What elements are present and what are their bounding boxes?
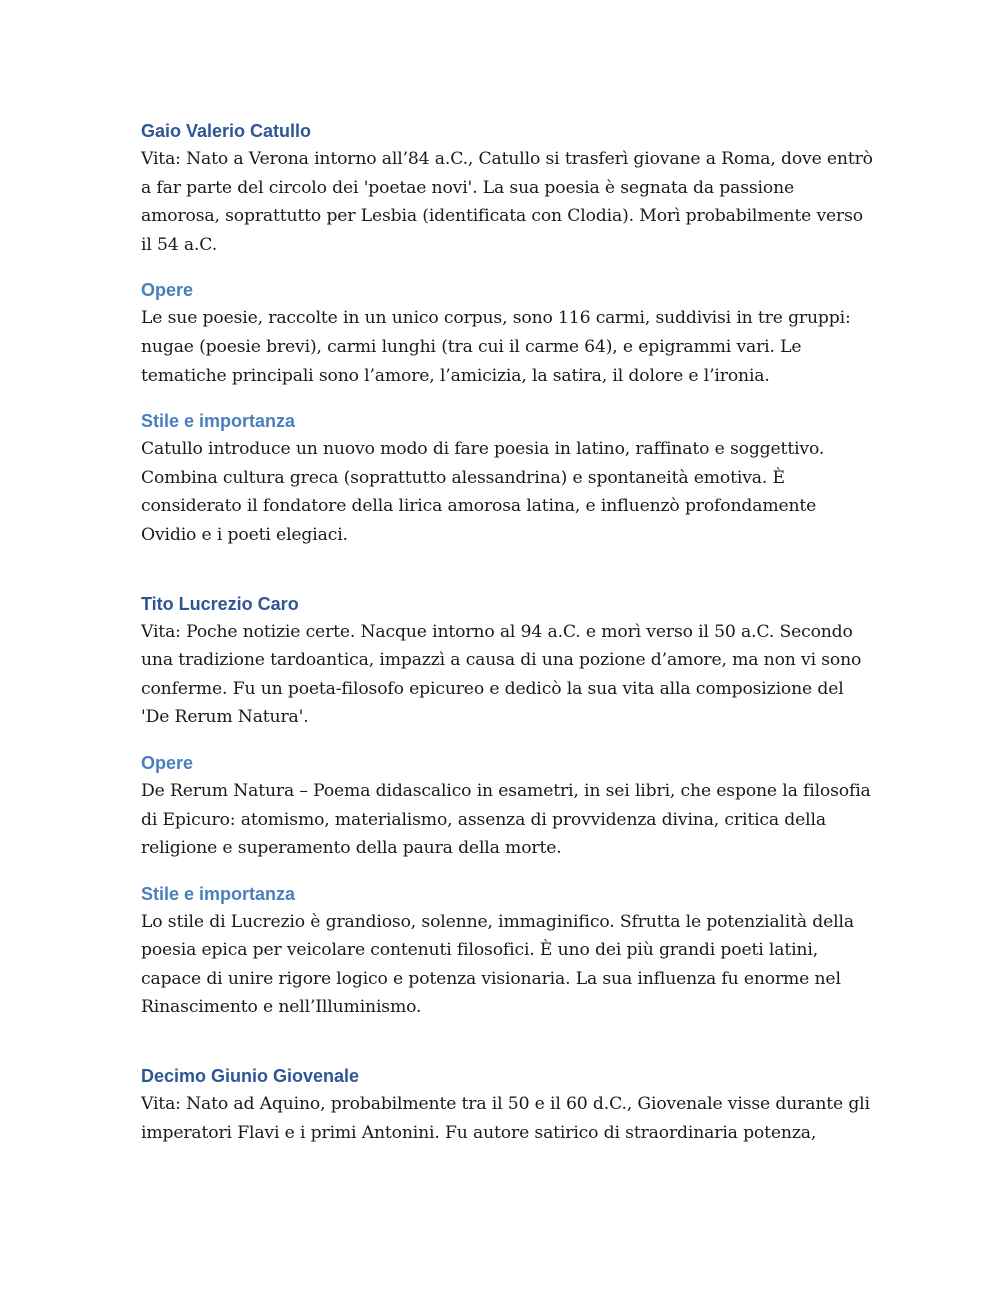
document-page (141, 117, 903, 1147)
text-line: Vita: Poche notizie certe. Nacque intorno al 94 a.C. e morì verso il 50 a.C. Secondo (141, 621, 853, 642)
text-line: considerato il fondatore della lirica amorosa latina, e influenzò profondamente (141, 496, 817, 517)
section-title-opere: Opere (141, 280, 194, 301)
paragraph-opere-lucrezio (141, 777, 903, 863)
text-line: Rinascimento e nell’Illuminismo. (141, 997, 422, 1018)
paragraph-vita-giovenale (141, 1090, 903, 1147)
text-line: di Epicuro: atomismo, materialismo, assenza di provvidenza divina, critica della (141, 809, 826, 830)
text-line: capace di unire rigore logico e potenza visionaria. La sua influenza fu enorme nel (141, 968, 841, 989)
spacer (141, 390, 903, 407)
text-line: Vita: Nato a Verona intorno all’84 a.C., Catullo si trasferì giovane a Roma, dove entrò (141, 149, 873, 169)
section-title-opere: Opere (141, 752, 194, 773)
spacer (141, 259, 903, 276)
text-line: nugae (poesie brevi), carmi lunghi (tra cui il carme 64), e epigrammi vari. Le (141, 336, 802, 357)
author-title-catullo: Gaio Valerio Catullo (141, 121, 312, 141)
spacer (141, 1022, 903, 1062)
text-line: Catullo introduce un nuovo modo di fare poesia in latino, raffinato e soggettivo. (141, 439, 825, 460)
section-title-stile: Stile e importanza (141, 883, 296, 904)
text-line: religione e superamento della paura della morte. (141, 838, 562, 859)
paragraph-vita-catullo (141, 145, 903, 259)
text-line: De Rerum Natura – Poema didascalico in esametri, in sei libri, che espone la filosofia (141, 780, 871, 801)
text-line: il 54 a.C. (141, 234, 218, 255)
text-line: tematiche principali sono l’amore, l’amicizia, la satira, il dolore e l’ironia. (141, 365, 770, 386)
paragraph-stile-lucrezio (141, 908, 903, 1022)
text-line: Combina cultura greca (soprattutto alessandrina) e spontaneità emotiva. È (141, 467, 785, 488)
text-line: imperatori Flavi e i primi Antonini. Fu autore satirico di straordinaria potenza, (141, 1122, 817, 1143)
text-line: Lo stile di Lucrezio è grandioso, solenne, immaginifico. Sfrutta le potenzialità della (141, 911, 854, 932)
text-line: una tradizione tardoantica, impazzì a causa di una pozione d’amore, ma non vi sono (141, 650, 862, 671)
text-line: amorosa, soprattutto per Lesbia (identificata con Clodia). Morì probabilmente verso (141, 206, 863, 227)
text-line: 'De Rerum Natura'. (141, 707, 309, 728)
text-line: a far parte del circolo dei 'poetae novi'. La sua poesia è segnata da passione (141, 177, 795, 198)
spacer (141, 550, 903, 590)
text-line: Le sue poesie, raccolte in un unico corpus, sono 116 carmi, suddivisi in tre gruppi: (141, 308, 851, 329)
section-title-stile: Stile e importanza (141, 411, 296, 432)
paragraph-vita-lucrezio (141, 618, 903, 732)
text-line: Vita: Nato ad Aquino, probabilmente tra il 50 e il 60 d.C., Giovenale visse durante gli (141, 1094, 870, 1115)
text-line: conferme. Fu un poeta-filosofo epicureo e dedicò la sua vita alla composizione del (141, 678, 844, 699)
paragraph-opere-catullo (141, 304, 903, 390)
spacer (141, 863, 903, 880)
author-title-giovenale: Decimo Giunio Giovenale (141, 1066, 360, 1087)
text-line: Ovidio e i poeti elegiaci. (141, 524, 348, 545)
spacer (141, 732, 903, 749)
author-title-lucrezio: Tito Lucrezio Caro (141, 593, 299, 614)
text-line: poesia epica per veicolare contenuti filosofici. È uno dei più grandi poeti latini, (141, 940, 819, 961)
paragraph-stile-catullo (141, 435, 903, 549)
